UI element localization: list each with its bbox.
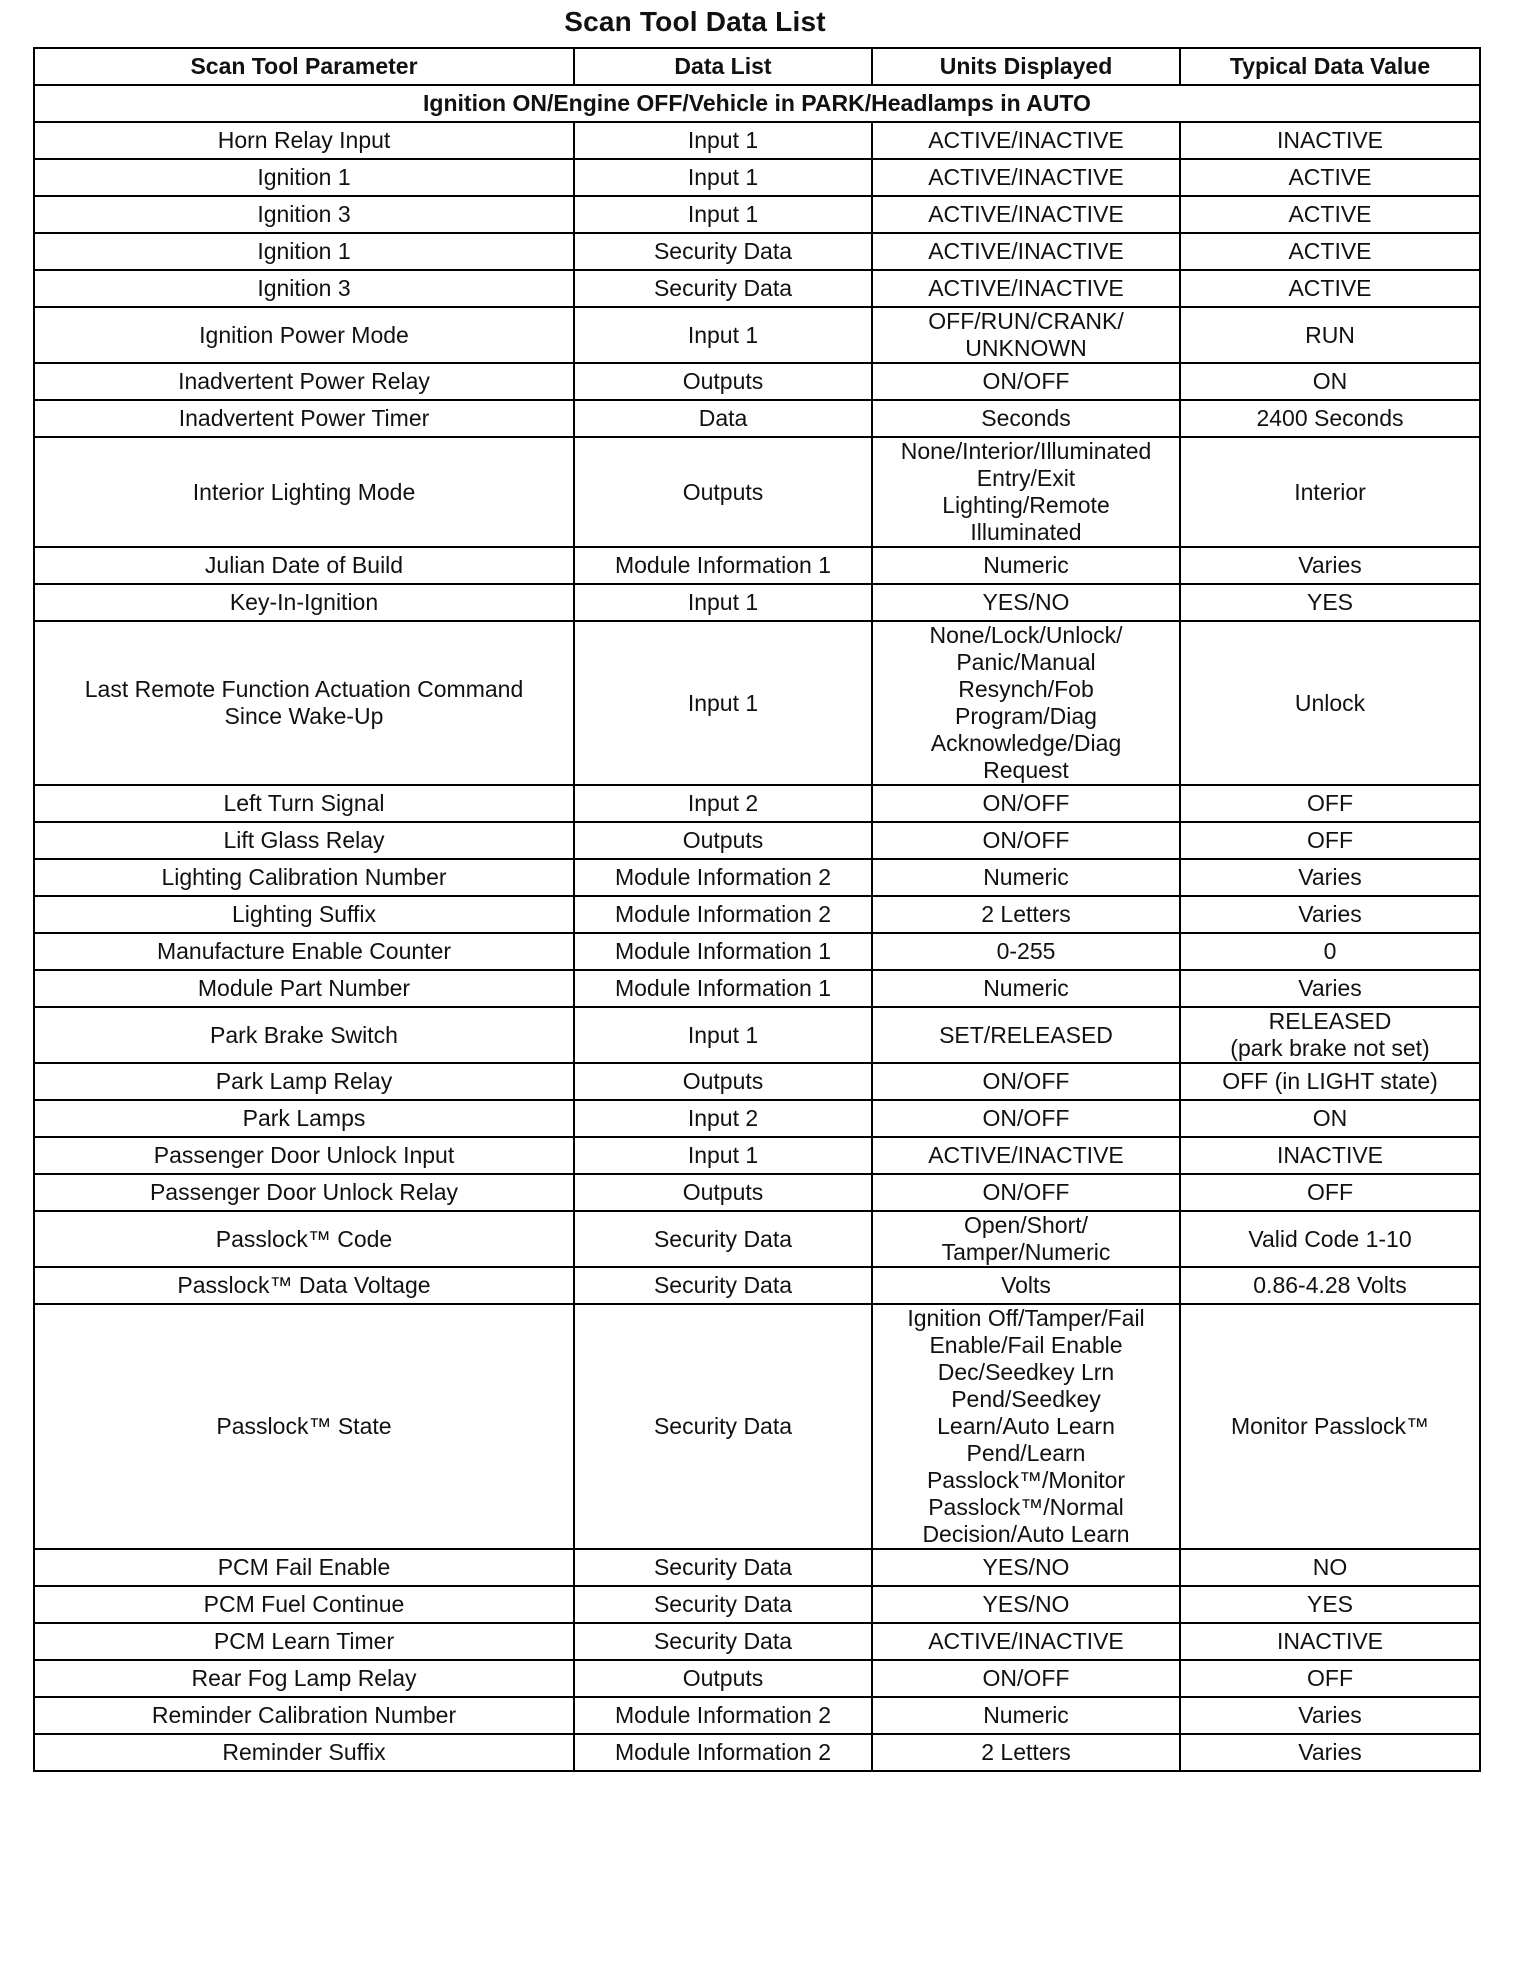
cell-data-list: Security Data xyxy=(574,1267,872,1304)
cell-units: ACTIVE/INACTIVE xyxy=(872,270,1180,307)
section-heading: Ignition ON/Engine OFF/Vehicle in PARK/Headlamps in AUTO xyxy=(34,85,1480,122)
table-row xyxy=(34,1660,1480,1697)
table-row xyxy=(34,1137,1480,1174)
table-row xyxy=(34,896,1480,933)
cell-units: Numeric xyxy=(872,547,1180,584)
table-row xyxy=(34,400,1480,437)
cell-data-list: Security Data xyxy=(574,1211,872,1267)
cell-units: SET/RELEASED xyxy=(872,1007,1180,1063)
table-row xyxy=(34,1063,1480,1100)
cell-data-list: Input 1 xyxy=(574,159,872,196)
cell-data-list: Input 1 xyxy=(574,621,872,785)
cell-typical-value: INACTIVE xyxy=(1180,1137,1480,1174)
cell-parameter: Horn Relay Input xyxy=(34,122,574,159)
cell-typical-value: RELEASED (park brake not set) xyxy=(1180,1007,1480,1063)
cell-typical-value: OFF (in LIGHT state) xyxy=(1180,1063,1480,1100)
table-row xyxy=(34,621,1480,785)
cell-typical-value: Varies xyxy=(1180,970,1480,1007)
cell-typical-value: OFF xyxy=(1180,1660,1480,1697)
table-row xyxy=(34,584,1480,621)
cell-typical-value: Varies xyxy=(1180,547,1480,584)
table-row xyxy=(34,159,1480,196)
cell-parameter: Lighting Suffix xyxy=(34,896,574,933)
table-row xyxy=(34,970,1480,1007)
cell-parameter: PCM Fail Enable xyxy=(34,1549,574,1586)
cell-data-list: Security Data xyxy=(574,1623,872,1660)
table-row xyxy=(34,196,1480,233)
cell-parameter: Ignition 3 xyxy=(34,270,574,307)
cell-units: ACTIVE/INACTIVE xyxy=(872,1137,1180,1174)
cell-data-list: Input 1 xyxy=(574,1137,872,1174)
cell-parameter: Inadvertent Power Relay xyxy=(34,363,574,400)
table-row xyxy=(34,1549,1480,1586)
cell-data-list: Security Data xyxy=(574,1549,872,1586)
cell-data-list: Module Information 2 xyxy=(574,859,872,896)
cell-units: None/Interior/Illuminated Entry/Exit Lighting/Remote Illuminated xyxy=(872,437,1180,547)
cell-units: ACTIVE/INACTIVE xyxy=(872,1623,1180,1660)
cell-units: Numeric xyxy=(872,1697,1180,1734)
table-row xyxy=(34,1267,1480,1304)
cell-typical-value: ACTIVE xyxy=(1180,159,1480,196)
cell-units: Numeric xyxy=(872,859,1180,896)
cell-parameter: Passenger Door Unlock Input xyxy=(34,1137,574,1174)
cell-parameter: Key-In-Ignition xyxy=(34,584,574,621)
cell-typical-value: Varies xyxy=(1180,896,1480,933)
cell-data-list: Outputs xyxy=(574,822,872,859)
cell-data-list: Security Data xyxy=(574,233,872,270)
cell-typical-value: YES xyxy=(1180,584,1480,621)
cell-typical-value: Monitor Passlock™ xyxy=(1180,1304,1480,1549)
cell-typical-value: Interior xyxy=(1180,437,1480,547)
cell-units: Volts xyxy=(872,1267,1180,1304)
cell-data-list: Module Information 2 xyxy=(574,1734,872,1771)
cell-parameter: Inadvertent Power Timer xyxy=(34,400,574,437)
cell-parameter: Reminder Suffix xyxy=(34,1734,574,1771)
cell-parameter: Park Brake Switch xyxy=(34,1007,574,1063)
cell-data-list: Input 1 xyxy=(574,196,872,233)
section-row xyxy=(34,85,1480,122)
cell-parameter: Lighting Calibration Number xyxy=(34,859,574,896)
cell-data-list: Outputs xyxy=(574,1174,872,1211)
table-row xyxy=(34,1623,1480,1660)
cell-typical-value: ACTIVE xyxy=(1180,270,1480,307)
cell-typical-value: OFF xyxy=(1180,1174,1480,1211)
cell-units: YES/NO xyxy=(872,1586,1180,1623)
cell-parameter: Ignition 1 xyxy=(34,233,574,270)
cell-units: OFF/RUN/CRANK/ UNKNOWN xyxy=(872,307,1180,363)
cell-parameter: Reminder Calibration Number xyxy=(34,1697,574,1734)
cell-parameter: Last Remote Function Actuation Command Since Wake-Up xyxy=(34,621,574,785)
cell-parameter: Passlock™ Data Voltage xyxy=(34,1267,574,1304)
cell-data-list: Module Information 1 xyxy=(574,970,872,1007)
cell-data-list: Input 1 xyxy=(574,307,872,363)
cell-units: Numeric xyxy=(872,970,1180,1007)
cell-typical-value: RUN xyxy=(1180,307,1480,363)
cell-typical-value: Varies xyxy=(1180,1734,1480,1771)
cell-data-list: Module Information 2 xyxy=(574,896,872,933)
cell-data-list: Outputs xyxy=(574,363,872,400)
cell-units: ON/OFF xyxy=(872,363,1180,400)
cell-parameter: Park Lamp Relay xyxy=(34,1063,574,1100)
cell-typical-value: 0.86-4.28 Volts xyxy=(1180,1267,1480,1304)
cell-data-list: Outputs xyxy=(574,1063,872,1100)
table-row xyxy=(34,859,1480,896)
cell-parameter: Ignition 1 xyxy=(34,159,574,196)
table-row xyxy=(34,933,1480,970)
cell-typical-value: Varies xyxy=(1180,1697,1480,1734)
cell-parameter: Ignition 3 xyxy=(34,196,574,233)
cell-parameter: Lift Glass Relay xyxy=(34,822,574,859)
cell-typical-value: OFF xyxy=(1180,785,1480,822)
cell-parameter: Rear Fog Lamp Relay xyxy=(34,1660,574,1697)
cell-units: ACTIVE/INACTIVE xyxy=(872,196,1180,233)
table-row xyxy=(34,307,1480,363)
cell-units: 0-255 xyxy=(872,933,1180,970)
cell-data-list: Data xyxy=(574,400,872,437)
cell-typical-value: Varies xyxy=(1180,859,1480,896)
cell-typical-value: INACTIVE xyxy=(1180,122,1480,159)
cell-units: 2 Letters xyxy=(872,1734,1180,1771)
cell-units: ON/OFF xyxy=(872,785,1180,822)
column-header-data-list: Data List xyxy=(574,48,872,85)
cell-typical-value: NO xyxy=(1180,1549,1480,1586)
cell-parameter: Passenger Door Unlock Relay xyxy=(34,1174,574,1211)
table-row xyxy=(34,122,1480,159)
table-row xyxy=(34,1007,1480,1063)
column-header-typical-value: Typical Data Value xyxy=(1180,48,1480,85)
cell-data-list: Outputs xyxy=(574,437,872,547)
cell-parameter: Passlock™ State xyxy=(34,1304,574,1549)
cell-data-list: Security Data xyxy=(574,1304,872,1549)
cell-data-list: Input 1 xyxy=(574,584,872,621)
cell-parameter: Left Turn Signal xyxy=(34,785,574,822)
cell-data-list: Security Data xyxy=(574,1586,872,1623)
cell-parameter: Manufacture Enable Counter xyxy=(34,933,574,970)
header-row xyxy=(34,48,1480,85)
cell-typical-value: ON xyxy=(1180,363,1480,400)
scan-tool-data-table xyxy=(33,47,1481,1772)
cell-parameter: Interior Lighting Mode xyxy=(34,437,574,547)
table-row xyxy=(34,1174,1480,1211)
cell-data-list: Input 2 xyxy=(574,1100,872,1137)
table-row xyxy=(34,547,1480,584)
cell-typical-value: ACTIVE xyxy=(1180,233,1480,270)
cell-data-list: Module Information 1 xyxy=(574,547,872,584)
table-row xyxy=(34,1734,1480,1771)
cell-typical-value: Valid Code 1-10 xyxy=(1180,1211,1480,1267)
cell-parameter: Passlock™ Code xyxy=(34,1211,574,1267)
cell-units: ACTIVE/INACTIVE xyxy=(872,233,1180,270)
table-row xyxy=(34,1304,1480,1549)
cell-parameter: PCM Fuel Continue xyxy=(34,1586,574,1623)
cell-typical-value: INACTIVE xyxy=(1180,1623,1480,1660)
cell-parameter: PCM Learn Timer xyxy=(34,1623,574,1660)
table-row xyxy=(34,1586,1480,1623)
table-row xyxy=(34,822,1480,859)
cell-parameter: Park Lamps xyxy=(34,1100,574,1137)
cell-units: None/Lock/Unlock/ Panic/Manual Resynch/Fob Program/Diag Acknowledge/Diag Request xyxy=(872,621,1180,785)
cell-units: YES/NO xyxy=(872,1549,1180,1586)
table-row xyxy=(34,270,1480,307)
cell-typical-value: ACTIVE xyxy=(1180,196,1480,233)
cell-units: 2 Letters xyxy=(872,896,1180,933)
cell-units: ON/OFF xyxy=(872,1660,1180,1697)
table-row xyxy=(34,437,1480,547)
cell-typical-value: OFF xyxy=(1180,822,1480,859)
table-row xyxy=(34,1211,1480,1267)
cell-parameter: Julian Date of Build xyxy=(34,547,574,584)
cell-units: Seconds xyxy=(872,400,1180,437)
cell-typical-value: 0 xyxy=(1180,933,1480,970)
cell-units: ON/OFF xyxy=(872,822,1180,859)
cell-data-list: Module Information 2 xyxy=(574,1697,872,1734)
cell-typical-value: ON xyxy=(1180,1100,1480,1137)
cell-units: ON/OFF xyxy=(872,1174,1180,1211)
cell-units: Open/Short/ Tamper/Numeric xyxy=(872,1211,1180,1267)
cell-data-list: Input 2 xyxy=(574,785,872,822)
cell-data-list: Security Data xyxy=(574,270,872,307)
column-header-units: Units Displayed xyxy=(872,48,1180,85)
page-title: Scan Tool Data List xyxy=(564,6,826,37)
cell-parameter: Ignition Power Mode xyxy=(34,307,574,363)
table-row xyxy=(34,1100,1480,1137)
cell-units: ON/OFF xyxy=(872,1100,1180,1137)
cell-typical-value: 2400 Seconds xyxy=(1180,400,1480,437)
table-row xyxy=(34,363,1480,400)
cell-data-list: Outputs xyxy=(574,1660,872,1697)
cell-typical-value: YES xyxy=(1180,1586,1480,1623)
table-row xyxy=(34,785,1480,822)
cell-data-list: Input 1 xyxy=(574,122,872,159)
cell-units: ACTIVE/INACTIVE xyxy=(872,159,1180,196)
cell-data-list: Input 1 xyxy=(574,1007,872,1063)
cell-units: Ignition Off/Tamper/Fail Enable/Fail Enable Dec/Seedkey Lrn Pend/Seedkey Learn/Auto Learn Pend/Learn Passlock™/Monitor Passlock™/Normal Decision/Auto Learn xyxy=(872,1304,1180,1549)
table-body xyxy=(34,85,1480,1771)
cell-units: ACTIVE/INACTIVE xyxy=(872,122,1180,159)
table-row xyxy=(34,1697,1480,1734)
table-row xyxy=(34,233,1480,270)
cell-units: ON/OFF xyxy=(872,1063,1180,1100)
cell-parameter: Module Part Number xyxy=(34,970,574,1007)
column-header-parameter: Scan Tool Parameter xyxy=(34,48,574,85)
cell-data-list: Module Information 1 xyxy=(574,933,872,970)
cell-units: YES/NO xyxy=(872,584,1180,621)
cell-typical-value: Unlock xyxy=(1180,621,1480,785)
